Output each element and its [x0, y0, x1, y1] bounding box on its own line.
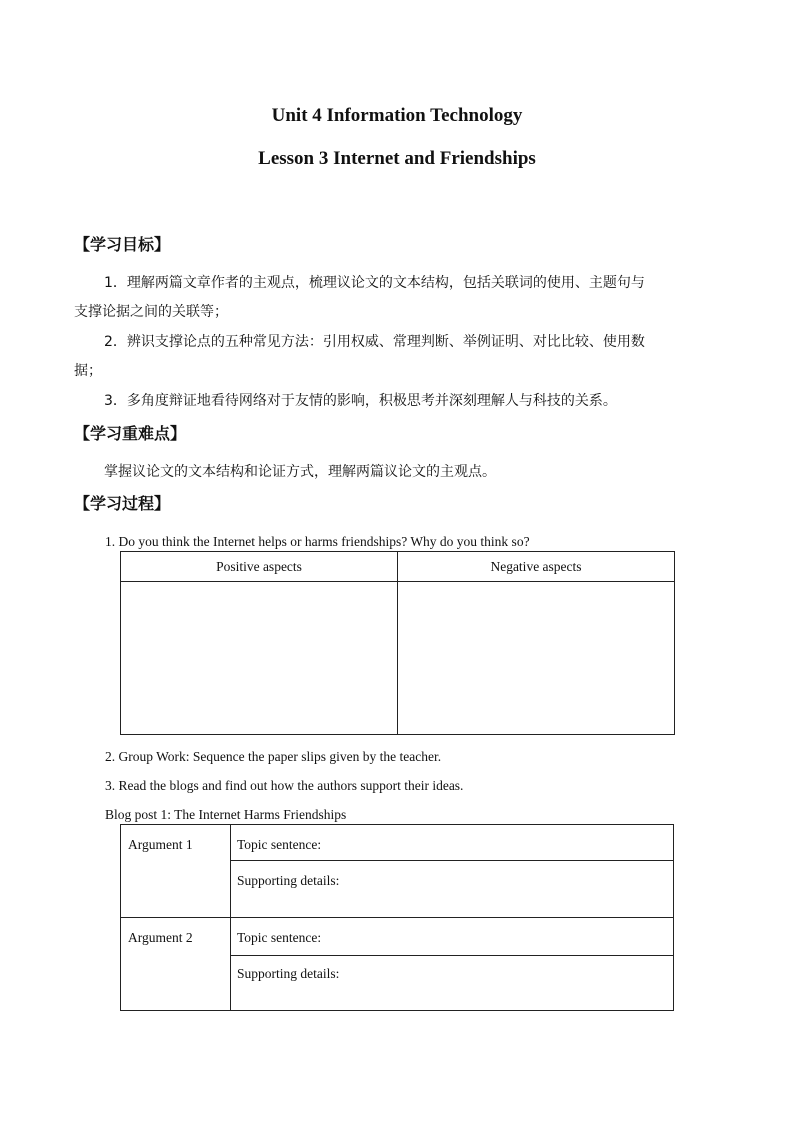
argument-1-topic[interactable]: Topic sentence:	[231, 825, 674, 861]
question-1: 1. Do you think the Internet helps or harms friendships? Why do you think so?	[105, 534, 530, 549]
key-points-heading: 【学习重难点】	[74, 424, 187, 443]
aspects-table	[120, 551, 675, 735]
argument-2-label: Argument 2	[121, 918, 231, 1011]
page-title: Unit 4 Information Technology	[271, 105, 523, 126]
objectives-heading: 【学习目标】	[74, 235, 171, 254]
argument-2-details[interactable]: Supporting details:	[231, 956, 674, 1011]
negative-aspects-cell[interactable]	[398, 582, 675, 735]
argument-2-topic[interactable]: Topic sentence:	[231, 918, 674, 956]
argument-1-label: Argument 1	[121, 825, 231, 918]
blog-post-label: Blog post 1: The Internet Harms Friendships	[105, 807, 347, 822]
negative-aspects-header: Negative aspects	[398, 552, 675, 582]
process-heading: 【学习过程】	[74, 494, 171, 513]
objective-line-1b: 支撑论据之间的关联等；	[74, 304, 228, 320]
objective-line-1: 1．理解两篇文章作者的主观点，梳理议论文的文本结构，包括关联词的使用、主题句与	[104, 275, 645, 291]
objective-line-2b: 据；	[74, 363, 102, 379]
arguments-table	[120, 824, 674, 1011]
key-points-text: 掌握议论文的文本结构和论证方式，理解两篇议论文的主观点。	[104, 464, 496, 480]
page-subtitle: Lesson 3 Internet and Friendships	[258, 148, 536, 169]
objective-line-3: 3．多角度辩证地看待网络对于友情的影响，积极思考并深刻理解人与科技的关系。	[104, 393, 617, 409]
objective-line-2: 2．辨识支撑论点的五种常见方法：引用权威、常理判断、举例证明、对比比较、使用数	[104, 334, 645, 350]
positive-aspects-cell[interactable]	[121, 582, 398, 735]
question-3: 3. Read the blogs and find out how the authors support their ideas.	[105, 778, 464, 793]
argument-1-details[interactable]: Supporting details:	[231, 861, 674, 918]
positive-aspects-header: Positive aspects	[121, 552, 398, 582]
question-2: 2. Group Work: Sequence the paper slips given by the teacher.	[105, 749, 442, 764]
